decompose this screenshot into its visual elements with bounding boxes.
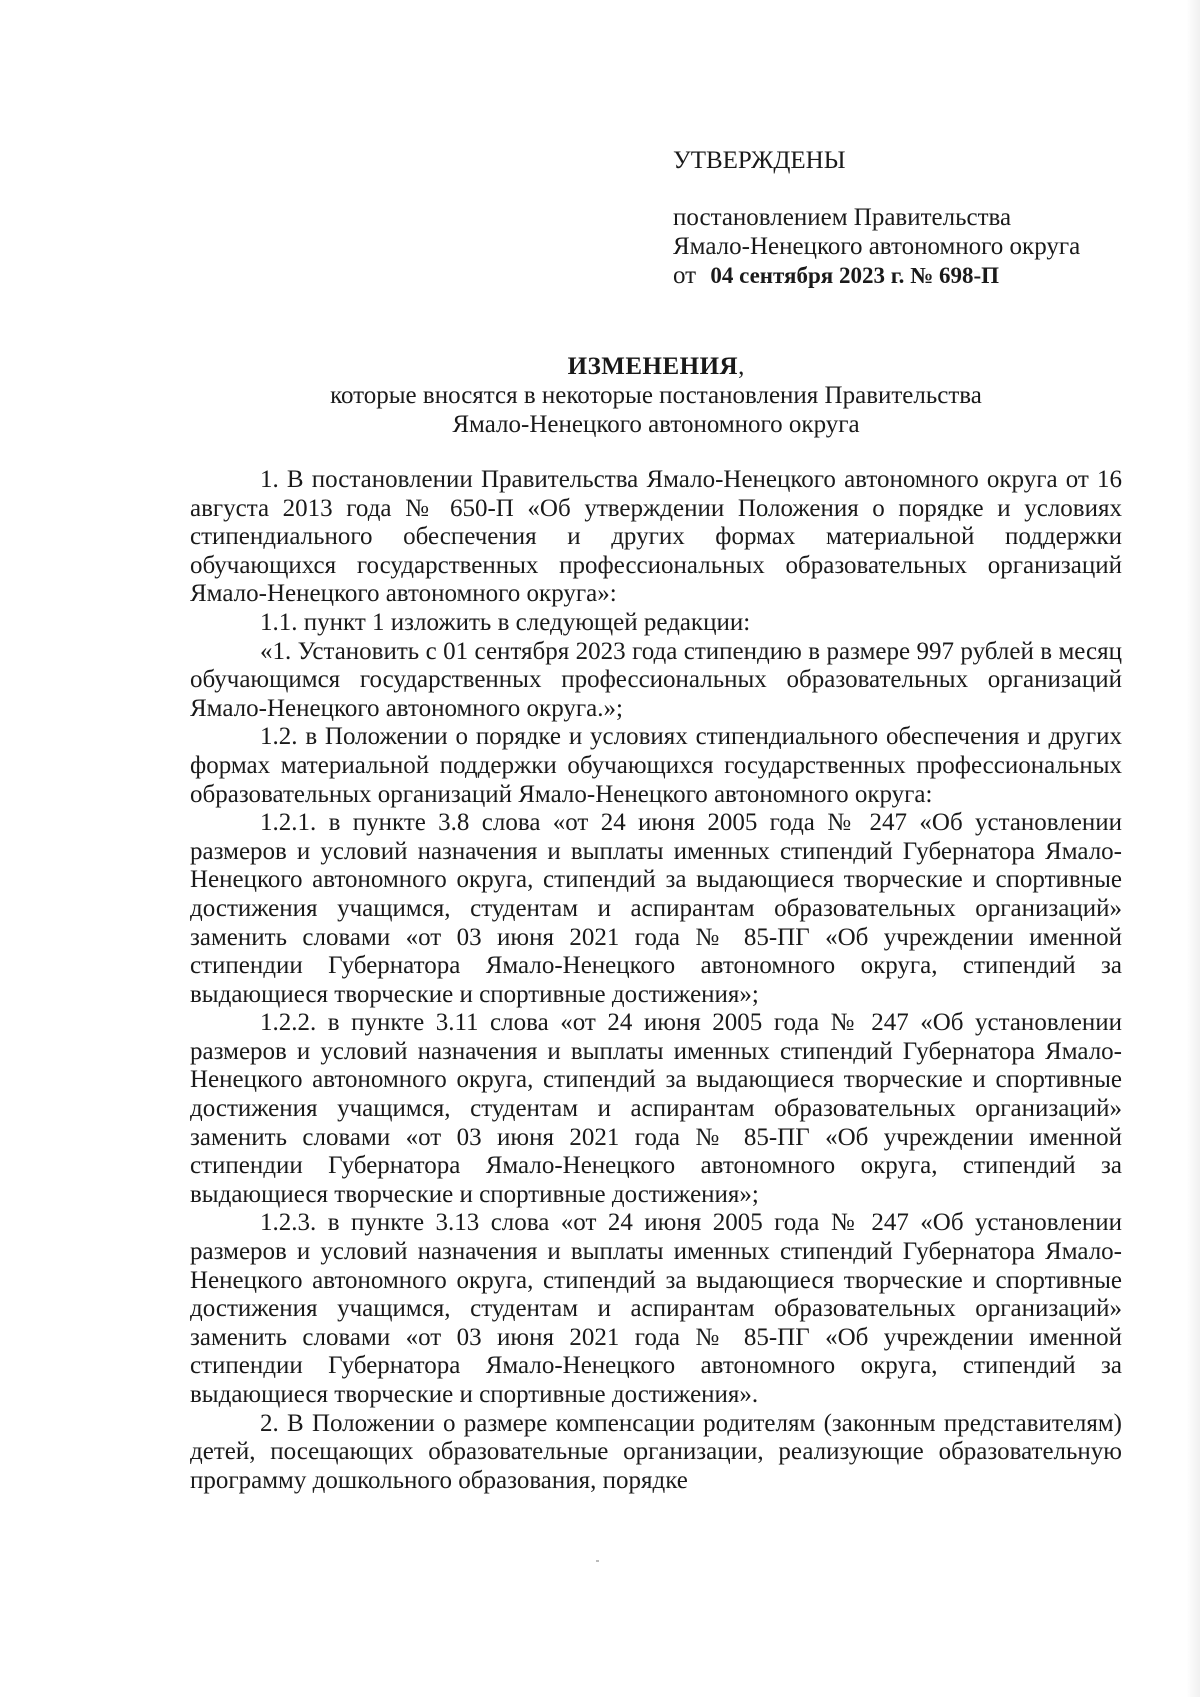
document-body xyxy=(190,466,1122,1495)
paragraph: 1.2.2. в пункте 3.11 слова «от 24 июня 2005 года № 247 «Об установлении размеров и условий назначения и выплаты именных стипендий Губернатора Ямало-Ненецкого автономного округа, стипендий за выдающиеся творческие и спортивные достижения учащимся, студентам и аспирантам образовательных организаций» заменить словами «от 03 июня 2021 года № 85-ПГ «Об учреждении именной стипендии Губернатора Ямало-Ненецкого автономного округа, стипендий за выдающиеся творческие и спортивные достижения»; xyxy=(190,1009,1122,1208)
page-edge-shadow xyxy=(1186,0,1200,1697)
document-heading xyxy=(190,352,1122,439)
approval-stamp xyxy=(673,146,1153,290)
paragraph: 1.2.3. в пункте 3.13 слова «от 24 июня 2005 года № 247 «Об установлении размеров и условий назначения и выплаты именных стипендий Губернатора Ямало-Ненецкого автономного округа, стипендий за выдающиеся творческие и спортивные достижения учащимся, студентам и аспирантам образовательных организаций» заменить словами «от 03 июня 2021 года № 85-ПГ «Об учреждении именной стипендии Губернатора Ямало-Ненецкого автономного округа, стипендий за выдающиеся творческие и спортивные достижения». xyxy=(190,1209,1122,1408)
heading-line-2: Ямало-Ненецкого автономного округа xyxy=(452,411,860,438)
paragraph: 1.2. в Положении о порядке и условиях стипендиального обеспечения и других формах материальной поддержки обучающихся государственных профессиональных образовательных организаций Ямало-Ненецкого автономного округа: xyxy=(190,723,1122,808)
approval-date-number: 04 сентября 2023 г. № 698-П xyxy=(710,263,999,288)
paragraph: 1. В постановлении Правительства Ямало-Ненецкого автономного округа от 16 августа 2013 года № 650-П «Об утверждении Положения о порядке и условиях стипендиального обеспечения и других формах материальной поддержки обучающихся государственных профессиональных образовательных организаций Ямало-Ненецкого автономного округа»: xyxy=(190,466,1122,608)
approval-line-1: постановлением Правительства xyxy=(673,204,1012,231)
approval-date-line xyxy=(673,261,1153,290)
scan-artifact xyxy=(596,1560,599,1562)
heading-title-line xyxy=(190,352,1122,381)
paragraph: «1. Установить с 01 сентября 2023 года стипендию в размере 997 рублей в месяц обучающимся государственных профессиональных образовательных организаций Ямало-Ненецкого автономного округа.»; xyxy=(190,637,1122,722)
heading-line-1: которые вносятся в некоторые постановления Правительства xyxy=(330,382,982,409)
paragraph: 1.2.1. в пункте 3.8 слова «от 24 июня 2005 года № 247 «Об установлении размеров и условий назначения и выплаты именных стипендий Губернатора Ямало-Ненецкого автономного округа, стипендий за выдающиеся творческие и спортивные достижения учащимся, студентам и аспирантам образовательных организаций» заменить словами «от 03 июня 2021 года № 85-ПГ «Об учреждении именной стипендии Губернатора Ямало-Ненецкого автономного округа, стипендий за выдающиеся творческие и спортивные достижения»; xyxy=(190,809,1122,1008)
paragraph: 1.1. пункт 1 изложить в следующей редакции: xyxy=(260,608,751,636)
approval-from-prefix: от xyxy=(673,262,697,289)
approval-title: УТВЕРЖДЕНЫ xyxy=(673,147,846,174)
paragraph: 2. В Положении о размере компенсации родителям (законным представителям) детей, посещающих образовательные организации, реализующие образовательную программу дошкольного образования, порядке xyxy=(190,1409,1122,1494)
heading-title: ИЗМЕНЕНИЯ xyxy=(567,353,739,380)
heading-title-suffix: , xyxy=(738,353,745,380)
approval-line-2: Ямало-Ненецкого автономного округа xyxy=(673,233,1081,260)
